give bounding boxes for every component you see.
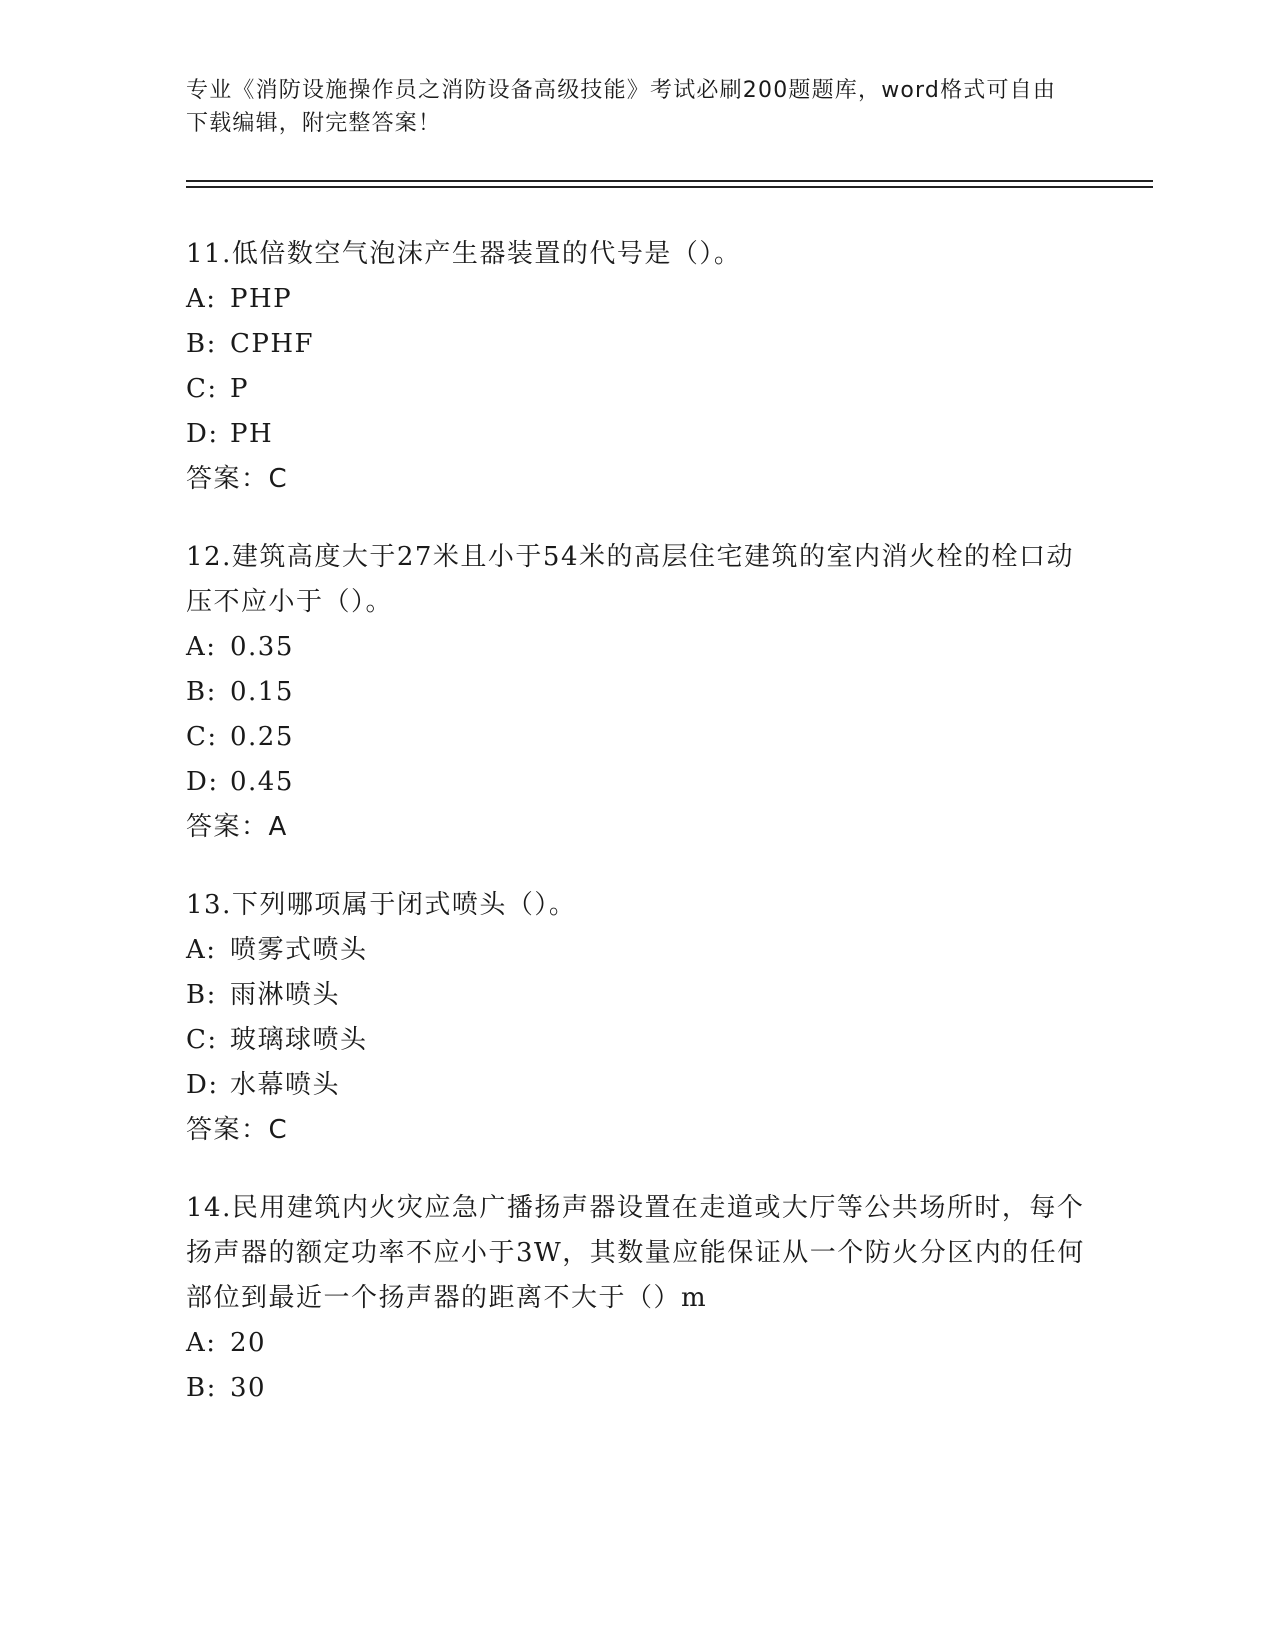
option-text: 雨淋喷头 [230, 980, 341, 1010]
header-rule-bottom [186, 186, 1153, 188]
option-label: B: [186, 329, 217, 359]
header-rule-top [186, 180, 1153, 182]
question-11 [186, 232, 1086, 502]
option-label: A: [186, 284, 217, 314]
question-12 [186, 535, 1086, 850]
option-label: A: [186, 1328, 217, 1358]
option-text: 0.45 [230, 767, 294, 797]
question-stem: 13.下列哪项属于闭式喷头（）。 [186, 890, 577, 920]
question-stem: 11.低倍数空气泡沫产生器装置的代号是（）。 [186, 239, 742, 269]
option-text: 30 [230, 1373, 267, 1403]
option-d [186, 760, 1086, 805]
answer: 答案：C [186, 1115, 289, 1145]
option-text: 玻璃球喷头 [230, 1025, 368, 1055]
option-a [186, 928, 1086, 973]
option-label: D: [186, 419, 219, 449]
answer: 答案：C [186, 464, 289, 494]
option-text: P [230, 374, 249, 404]
option-label: C: [186, 374, 218, 404]
option-text: 水幕喷头 [230, 1070, 341, 1100]
option-a [186, 1321, 1086, 1366]
option-label: D: [186, 1070, 219, 1100]
option-b [186, 670, 1086, 715]
option-c [186, 1018, 1086, 1063]
option-label: A: [186, 935, 217, 965]
question-13 [186, 883, 1086, 1153]
option-label: B: [186, 980, 217, 1010]
option-b [186, 973, 1086, 1018]
option-text: 0.25 [230, 722, 294, 752]
option-d [186, 1063, 1086, 1108]
option-text: 20 [230, 1328, 267, 1358]
option-label: C: [186, 722, 218, 752]
option-text: PHP [230, 284, 293, 314]
option-b [186, 1366, 1086, 1411]
question-stem: 12.建筑高度大于27米且小于54米的高层住宅建筑的室内消火栓的栓口动压不应小于（）。 [186, 542, 1075, 617]
option-text: 喷雾式喷头 [230, 935, 368, 965]
option-c [186, 715, 1086, 760]
question-stem: 14.民用建筑内火灾应急广播扬声器设置在走道或大厅等公共场所时，每个扬声器的额定功率不应小于3W，其数量应能保证从一个防火分区内的任何部位到最近一个扬声器的距离不大于（）m [186, 1193, 1085, 1313]
option-text: CPHF [230, 329, 315, 359]
option-a [186, 277, 1086, 322]
document-header: 专业《消防设施操作员之消防设备高级技能》考试必刷200题题库，word格式可自由下载编辑，附完整答案！ [186, 78, 1057, 136]
option-label: A: [186, 632, 217, 662]
question-list [186, 232, 1086, 1444]
option-label: B: [186, 677, 217, 707]
question-14 [186, 1186, 1086, 1411]
option-label: D: [186, 767, 219, 797]
option-c [186, 367, 1086, 412]
option-text: PH [230, 419, 274, 449]
option-text: 0.15 [230, 677, 294, 707]
option-d [186, 412, 1086, 457]
option-text: 0.35 [230, 632, 294, 662]
option-b [186, 322, 1086, 367]
answer: 答案：A [186, 812, 288, 842]
option-label: B: [186, 1373, 217, 1403]
option-a [186, 625, 1086, 670]
option-label: C: [186, 1025, 218, 1055]
